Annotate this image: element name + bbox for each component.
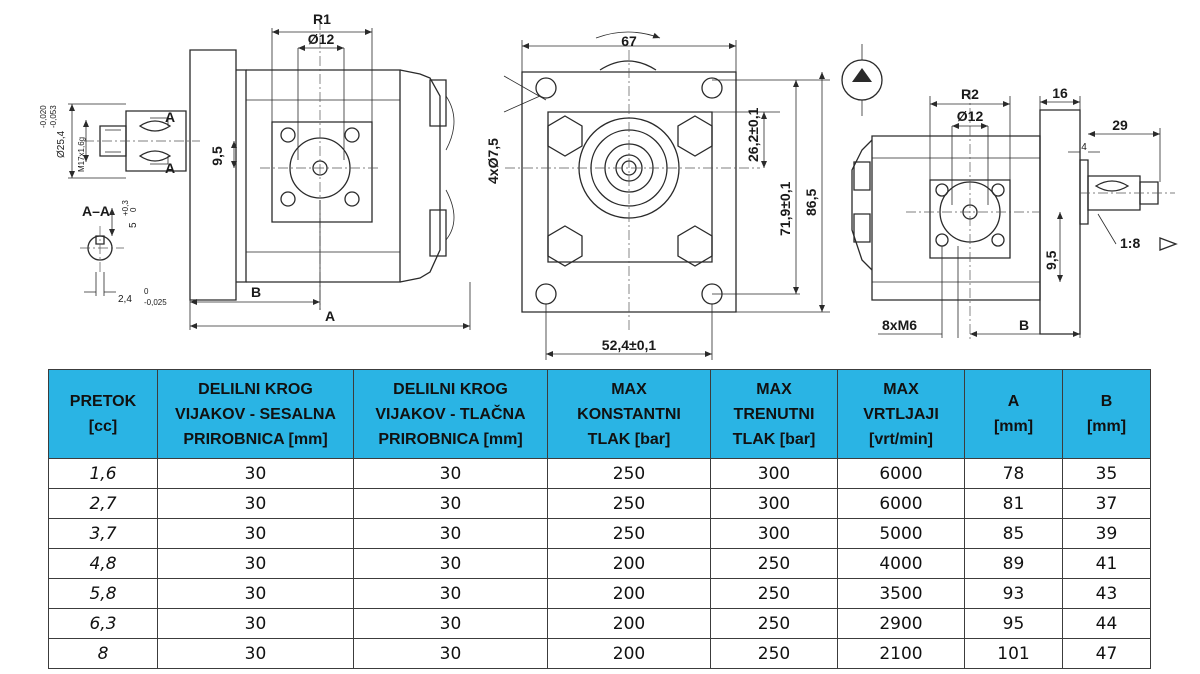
shaft-tolerance-upper: -0,020	[39, 105, 48, 128]
section-mark-bottom: A	[165, 160, 176, 176]
speed-cell: 2100	[838, 639, 965, 669]
dim-16-label: 16	[1052, 85, 1068, 101]
dim-b-label: B	[250, 284, 262, 300]
thread-label: M17x1,6g	[77, 136, 86, 172]
peak-pressure-cell: 250	[711, 609, 838, 639]
speed-cell: 6000	[838, 459, 965, 489]
table-header-row	[49, 370, 1151, 459]
side-view-left	[68, 20, 470, 330]
taper-label: 1:8	[1120, 235, 1141, 251]
dim-b-cell: 35	[1063, 459, 1151, 489]
width-67-label: 67	[621, 33, 637, 49]
header-pressure-bolt-circle	[354, 370, 548, 459]
header-dim-b	[1063, 370, 1151, 459]
constant-pressure-cell: 250	[548, 459, 711, 489]
header-line: VIJAKOV - TLAČNA	[375, 405, 526, 423]
dim-b-cell: 44	[1063, 609, 1151, 639]
peak-pressure-cell: 300	[711, 489, 838, 519]
dim-a-cell: 81	[965, 489, 1063, 519]
flow-cell: 2,7	[49, 489, 158, 519]
side-view-right-labels	[882, 85, 1140, 333]
flow-cell: 1,6	[49, 459, 158, 489]
constant-pressure-cell: 200	[548, 579, 711, 609]
key-height-tolerance-lower: 0	[129, 207, 138, 212]
header-line: MAX	[611, 380, 647, 398]
dim-b-cell: 41	[1063, 549, 1151, 579]
table-row	[49, 639, 1151, 669]
peak-pressure-cell: 300	[711, 519, 838, 549]
constant-pressure-cell: 200	[548, 549, 711, 579]
right-dim-b-label: B	[1018, 317, 1030, 333]
dim-4-label: 4	[1081, 142, 1087, 153]
header-line: [cc]	[88, 418, 118, 435]
dim-a-cell: 89	[965, 549, 1063, 579]
header-line: PRETOK	[69, 393, 137, 410]
flow-cell: 5,8	[49, 579, 158, 609]
table-row	[49, 519, 1151, 549]
r1-label: R1	[313, 11, 331, 27]
header-line: TLAK [bar]	[587, 430, 671, 448]
flow-cell: 4,8	[49, 549, 158, 579]
key-width-label: 2,4	[118, 294, 132, 305]
holes-label: 4xØ7,5	[485, 138, 501, 184]
header-line: [vrt/min]	[869, 430, 933, 448]
header-line: DELILNI KROG	[393, 380, 508, 398]
pressure-flange-cell: 30	[354, 609, 548, 639]
table-row	[49, 579, 1151, 609]
table-row	[49, 609, 1151, 639]
pressure-flange-cell: 30	[354, 549, 548, 579]
table-row	[49, 489, 1151, 519]
dim-b-cell: 43	[1063, 579, 1151, 609]
dim-71-label: 71,9±0,1	[777, 181, 793, 236]
header-line: DELILNI KROG	[198, 380, 313, 398]
header-constant-pressure	[548, 370, 711, 459]
header-line: A	[1007, 393, 1020, 410]
header-line: VRTLJAJI	[863, 405, 939, 423]
dim-26-label: 26,2±0,1	[745, 107, 761, 162]
pressure-flange-cell: 30	[354, 639, 548, 669]
peak-pressure-cell: 250	[711, 639, 838, 669]
dim-52-label: 52,4±0,1	[601, 337, 657, 353]
pressure-flange-cell: 30	[354, 459, 548, 489]
dim-b-cell: 37	[1063, 489, 1151, 519]
flow-cell: 8	[49, 639, 158, 669]
speed-cell: 5000	[838, 519, 965, 549]
specification-table	[48, 369, 1151, 669]
thread-8xm6-label: 8xM6	[882, 317, 918, 333]
key-height-label: 5	[128, 222, 139, 228]
header-line: PRIROBNICA [mm]	[378, 430, 523, 448]
suction-cell: 30	[158, 489, 354, 519]
header-line: PRIROBNICA [mm]	[183, 430, 328, 448]
table-row	[49, 459, 1151, 489]
header-dim-a	[965, 370, 1063, 459]
dim-a-cell: 85	[965, 519, 1063, 549]
key-height-tolerance-upper: +0,3	[121, 200, 130, 216]
dim-a-cell: 78	[965, 459, 1063, 489]
right-port-diameter-label: Ø12	[956, 108, 984, 124]
header-line: [mm]	[993, 418, 1034, 435]
header-line: TLAK [bar]	[732, 430, 816, 448]
suction-cell: 30	[158, 609, 354, 639]
speed-cell: 2900	[838, 609, 965, 639]
header-line: TRENUTNI	[733, 405, 815, 423]
section-mark-top: A	[165, 109, 176, 125]
section-title: A–A	[82, 203, 111, 219]
key-width-tolerance-upper: 0	[144, 287, 149, 296]
dim-a-cell: 93	[965, 579, 1063, 609]
pressure-flange-cell: 30	[354, 489, 548, 519]
dim-a-label: A	[324, 308, 336, 324]
header-max-speed	[838, 370, 965, 459]
constant-pressure-cell: 200	[548, 639, 711, 669]
speed-cell: 3500	[838, 579, 965, 609]
front-view-labels	[485, 33, 819, 353]
header-line: B	[1100, 393, 1113, 410]
shaft-diameter-label: Ø25,4	[56, 130, 67, 158]
table-row	[49, 549, 1151, 579]
key-width-tolerance-lower: -0,025	[144, 298, 167, 307]
r2-label: R2	[961, 86, 979, 102]
peak-pressure-cell: 300	[711, 459, 838, 489]
flow-cell: 6,3	[49, 609, 158, 639]
dim-86-label: 86,5	[803, 188, 819, 216]
header-flow	[49, 370, 158, 459]
suction-cell: 30	[158, 639, 354, 669]
suction-cell: 30	[158, 549, 354, 579]
header-line: MAX	[756, 380, 792, 398]
speed-cell: 4000	[838, 549, 965, 579]
dim-a-cell: 101	[965, 639, 1063, 669]
dim-b-cell: 47	[1063, 639, 1151, 669]
header-line: KONSTANTNI	[577, 405, 681, 423]
dim-a-cell: 95	[965, 609, 1063, 639]
header-line: MAX	[883, 380, 919, 398]
speed-cell: 6000	[838, 489, 965, 519]
header-suction-bolt-circle	[158, 370, 354, 459]
constant-pressure-cell: 200	[548, 609, 711, 639]
side-view-right	[842, 44, 1176, 340]
offset-label: 9,5	[209, 146, 225, 166]
suction-cell: 30	[158, 459, 354, 489]
pressure-flange-cell: 30	[354, 519, 548, 549]
header-line: VIJAKOV - SESALNA	[175, 405, 336, 423]
shaft-tolerance-lower: -0,053	[49, 105, 58, 128]
dim-b-cell: 39	[1063, 519, 1151, 549]
header-peak-pressure	[711, 370, 838, 459]
header-line: [mm]	[1086, 418, 1127, 435]
pressure-flange-cell: 30	[354, 579, 548, 609]
peak-pressure-cell: 250	[711, 549, 838, 579]
flow-cell: 3,7	[49, 519, 158, 549]
constant-pressure-cell: 250	[548, 519, 711, 549]
suction-cell: 30	[158, 579, 354, 609]
right-offset-label: 9,5	[1043, 250, 1059, 270]
dim-29-label: 29	[1112, 117, 1128, 133]
constant-pressure-cell: 250	[548, 489, 711, 519]
port-diameter-label: Ø12	[307, 31, 335, 47]
peak-pressure-cell: 250	[711, 579, 838, 609]
suction-cell: 30	[158, 519, 354, 549]
